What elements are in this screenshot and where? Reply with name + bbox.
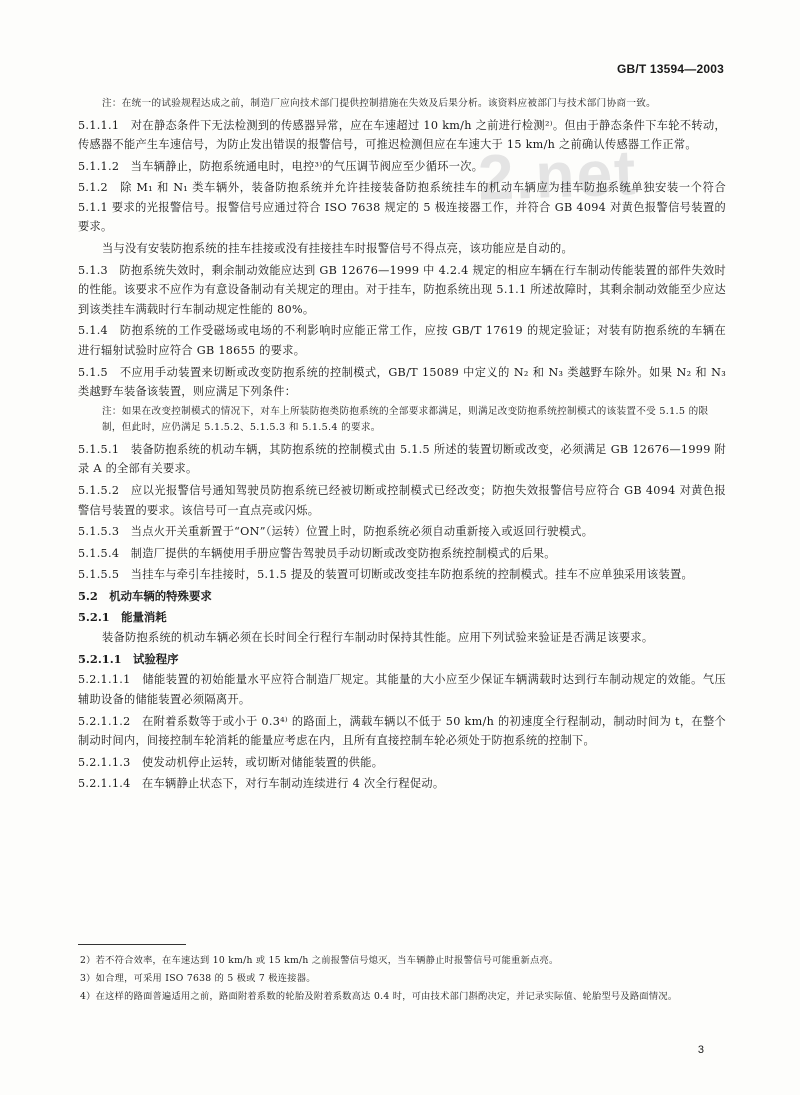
body-text [78, 96, 726, 796]
paragraph: 5.1.5 不应用手动装置来切断或改变防抱系统的控制模式，GB/T 15089 中定义的 N₂ 和 N₃ 类越野车除外。如果 N₂ 和 N₃ 类越野车装备该装置，则应满足下列条件： [78, 365, 726, 399]
footnote: 2）若不符合效率，在车速达到 10 km/h 或 15 km/h 之前报警信号熄灭，当车辆静止时报警信号可能重新点亮。 [80, 955, 559, 966]
section-heading: 5.2.1 能量消耗 [78, 609, 167, 624]
paragraph: 5.2.1.1.4 在车辆静止状态下，对行车制动连续进行 4 次全行程促动。 [78, 777, 445, 791]
section-heading: 5.2 机动车辆的特殊要求 [78, 588, 212, 603]
paragraph: 5.2.1.1.3 使发动机停止运转，或切断对储能装置的供能。 [78, 755, 384, 769]
paragraph: 5.1.3 防抱系统失效时，剩余制动效能应达到 GB 12676—1999 中 4.2.4 规定的相应车辆在行车制动传能装置的部件失效时的性能。该要求不应作为有意设备制动有关规定的理由。对于挂车，防抱系统出现 5.1.1 所述故障时，其剩余制动效能至少应达到该类挂车满载时行车制动规定性能的 80%。 [78, 263, 726, 316]
paragraph: 5.1.5.2 应以光报警信号通知驾驶员防抱系统已经被切断或控制模式已经改变；防抱失效报警信号应符合 GB 4094 对黄色报警信号装置的要求。该信号可一直点亮或闪烁。 [78, 484, 726, 517]
paragraph: 5.1.1.2 当车辆静止，防抱系统通电时，电控³⁾的气压调节阀应至少循环一次。 [78, 159, 484, 173]
section-heading: 5.2.1.1 试验程序 [78, 651, 179, 666]
footnote: 3）如合理，可采用 ISO 7638 的 5 极或 7 极连接器。 [80, 973, 316, 984]
footnote-rule [78, 944, 186, 945]
paragraph: 5.1.4 防抱系统的工作受磁场或电场的不利影响时应能正常工作，应按 GB/T 17619 的规定验证；对装有防抱系统的车辆在进行辐射试验时应符合 GB 18655 的要求。 [78, 324, 726, 358]
paragraph: 5.1.5.4 制造厂提供的车辆使用手册应警告驾驶员手动切断或改变防抱系统控制模式的后果。 [78, 546, 556, 560]
footnotes [80, 952, 726, 1006]
note: 注：在统一的试验规程达成之前，制造厂应向技术部门提供控制措施在失效及后果分析。该资料应被部门与技术部门协商一致。 [102, 98, 657, 109]
note: 注：如果在改变控制模式的情况下，对车上所装防抱类防抱系统的全部要求都满足，则满足改变防抱系统控制模式的该装置不受 5.1.5 的限制，但此时，应仍满足 5.1.5.2、5.1.5.3 和 5.1.5.4 的要求。 [102, 405, 709, 434]
paragraph: 5.2.1.1.1 储能装置的初始能量水平应符合制造厂规定。其能量的大小应至少保证车辆满载时达到行车制动规定的效能。气压辅助设备的储能装置必须隔离开。 [78, 673, 726, 706]
paragraph: 5.2.1.1.2 在附着系数等于或小于 0.3⁴⁾ 的路面上，满载车辆以不低于 50 km/h 的初速度全行程制动，制动时间为 t，在整个制动时间内，间接控制车轮消耗的能量应考虑在内，且所有直接控制车轮必须处于防抱系统的控制下。 [78, 714, 726, 748]
standard-number: GB/T 13594—2003 [616, 62, 724, 76]
paragraph: 5.1.1.1 对在静态条件下无法检测到的传感器异常，应在车速超过 10 km/h 之前进行检测²⁾。但由于静态条件下车轮不转动，传感器不能产生车速信号，为防止发出错误的报警信号，可推迟检测但应在车速大于 15 km/h 之前确认传感器工作正常。 [78, 118, 726, 152]
footnote: 4）在这样的路面普遍适用之前，路面附着系数的轮胎及附着系数高达 0.4 时，可由技术部门斟酌决定，并记录实际值、轮胎型号及路面情况。 [80, 991, 678, 1002]
watermark: 2.net [476, 136, 639, 214]
page-number: 3 [697, 1044, 704, 1056]
paragraph: 当与没有安装防抱系统的挂车挂接或没有挂接挂车时报警信号不得点亮，该功能应是自动的。 [102, 242, 573, 256]
paragraph: 5.1.5.1 装备防抱系统的机动车辆，其防抱系统的控制模式由 5.1.5 所述的装置切断或改变，必须满足 GB 12676—1999 附录 A 的全部有关要求。 [78, 442, 726, 476]
paragraph: 5.1.5.3 当点火开关重新置于“ON”（运转）位置上时，防抱系统必须自动重新接入或返回行驶模式。 [78, 525, 594, 539]
paragraph: 装备防抱系统的机动车辆必须在长时间全行程行车制动时保持其性能。应用下列试验来验证是否满足该要求。 [102, 631, 654, 645]
paragraph: 5.1.2 除 M₁ 和 N₁ 类车辆外，装备防抱系统并允许挂接装备防抱系统挂车的机动车辆应为挂车防抱系统单独安装一个符合 5.1.1 要求的光报警信号。报警信号应通过符合 ISO 7638 规定的 5 极连接器工作，并符合 GB 4094 对黄色报警信号装置的要求。 [78, 181, 726, 234]
paragraph: 5.1.5.5 当挂车与牵引车挂接时，5.1.5 提及的装置可切断或改变挂车防抱系统的控制模式。挂车不应单独采用该装置。 [78, 568, 693, 582]
